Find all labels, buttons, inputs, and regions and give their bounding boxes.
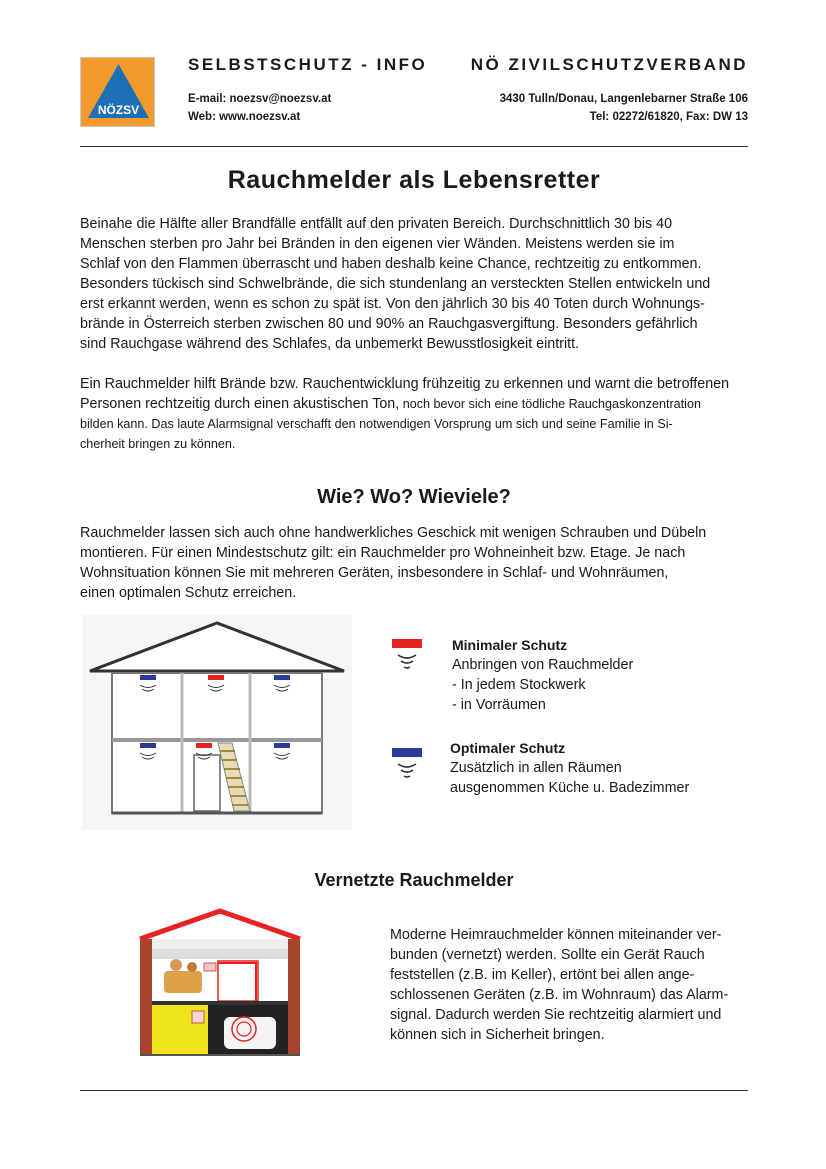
brick-wall-right	[288, 939, 300, 1055]
section2-paragraph	[80, 523, 750, 603]
second-line-2a: Personen rechtzeitig durch einen akustischen Ton,	[80, 396, 400, 412]
logo-triangle-icon	[81, 58, 156, 128]
intro-line: Schlaf von den Flammen überrascht und haben deshalb keine Chance, rechtzeitig zu entkommen.	[80, 256, 702, 272]
detector-ground-icon	[204, 963, 216, 971]
second-line-4: cherheit bringen zu können.	[80, 437, 236, 451]
intro-line: Menschen sterben pro Jahr bei Bränden in den eigenen vier Wänden. Meistens werden sie im	[80, 236, 675, 252]
section3-line: bunden (vernetzt) werden. Sollte ein Gerät Rauch	[390, 947, 705, 963]
legend-minimal	[452, 637, 633, 715]
legend-optimal-title: Optimaler Schutz	[450, 740, 566, 756]
legend-minimal-title: Minimaler Schutz	[452, 637, 568, 653]
section-title-wie-wo: Wie? Wo? Wieviele?	[317, 486, 511, 508]
second-paragraph	[80, 374, 750, 454]
section3-line: signal. Dadurch werden Sie rechtzeitig alarmiert und	[390, 1007, 722, 1023]
section2-line: montieren. Für einen Mindestschutz gilt: ein Rauchmelder pro Wohneinheit bzw. Etage. Je nach	[80, 545, 686, 561]
header-email[interactable]: E-mail: noezsv@noezsv.at	[188, 93, 332, 105]
intro-line: Besonders tückisch sind Schwelbrände, die sich stundenlang an versteckten Stellen entwickeln und	[80, 276, 711, 292]
section3-paragraph	[390, 925, 752, 1045]
section2-line: Rauchmelder lassen sich auch ohne handwerkliches Geschick mit wenigen Schrauben und Dübeln	[80, 525, 707, 541]
header-org: NÖ ZIVILSCHUTZVERBAND	[470, 55, 748, 74]
section3-line: schlossenen Geräten (z.B. im Wohnraum) das Alarm-	[390, 987, 729, 1003]
second-line-2	[80, 394, 750, 414]
header-address: 3430 Tulln/Donau, Langenlebarner Straße 106	[499, 93, 748, 105]
intro-line: sind Rauchgase während des Schlafes, da unbemerkt Bewusstlosigkeit eintritt.	[80, 336, 580, 352]
intro-paragraph	[80, 214, 750, 354]
section3-line: Moderne Heimrauchmelder können miteinander ver-	[390, 927, 722, 943]
footer-divider	[80, 1090, 748, 1091]
header-web[interactable]: Web: www.noezsv.at	[188, 111, 301, 123]
legend-blue-detector-icon	[390, 746, 424, 782]
brick-wall-left	[140, 939, 152, 1055]
second-line-3: bilden kann. Das laute Alarmsignal verschafft den notwendigen Vorsprung um sich und seine Familie in Si-	[80, 417, 673, 431]
section3-line: können sich in Sicherheit bringen.	[390, 1027, 605, 1043]
intro-line: Beinahe die Hälfte aller Brandfälle entfällt auf den privaten Bereich. Durchschnittlich 30 bis 40	[80, 216, 673, 232]
header-contact-right	[500, 90, 748, 126]
networked-house-diagram	[136, 905, 304, 1057]
section3-line: feststellen (z.B. im Keller), ertönt bei allen ange-	[390, 967, 695, 983]
section2-line: Wohnsituation können Sie mit mehreren Geräten, insbesondere in Schlaf- und Wohnräumen,	[80, 565, 669, 581]
house-diagram	[82, 615, 352, 830]
header-divider	[80, 146, 748, 147]
second-line-1: Ein Rauchmelder hilft Brände bzw. Rauchentwicklung frühzeitig zu erkennen und warnt die betroffenen	[80, 376, 730, 392]
legend-optimal-line: Zusätzlich in allen Räumen	[450, 760, 622, 776]
networked-roof	[140, 911, 300, 939]
legend-optimal	[450, 740, 689, 798]
logo-text: NÖZSV	[97, 103, 140, 117]
detector-basement-icon	[192, 1011, 204, 1023]
legend-optimal-line: ausgenommen Küche u. Badezimmer	[450, 780, 690, 796]
legend-minimal-line: Anbringen von Rauchmelder	[452, 657, 634, 673]
second-line-2b: noch bevor sich eine tödliche Rauchgaskonzentration	[399, 397, 701, 411]
legend-minimal-line: - In jedem Stockwerk	[452, 677, 586, 693]
header-title: SELBSTSCHUTZ - INFO	[188, 55, 428, 74]
intro-line: brände in Österreich sterben zwischen 80 und 90% an Rauchgasvergiftung. Besonders gefährlich	[80, 316, 698, 332]
header-contact-left	[188, 90, 331, 126]
header-phone: Tel: 02272/61820, Fax: DW 13	[589, 111, 748, 123]
legend-minimal-line: - in Vorräumen	[452, 697, 546, 713]
intro-line: erst erkannt werden, wenn es schon zu spät ist. Von den jährlich 30 bis 40 Toten durch Wohnungs-	[80, 296, 705, 312]
legend-red-detector-icon	[390, 637, 424, 673]
section2-line: einen optimalen Schutz erreichen.	[80, 585, 297, 601]
page-title: Rauchmelder als Lebensretter	[227, 166, 601, 194]
section-title-vernetzt: Vernetzte Rauchmelder	[314, 870, 514, 890]
noezsv-logo	[80, 57, 155, 127]
